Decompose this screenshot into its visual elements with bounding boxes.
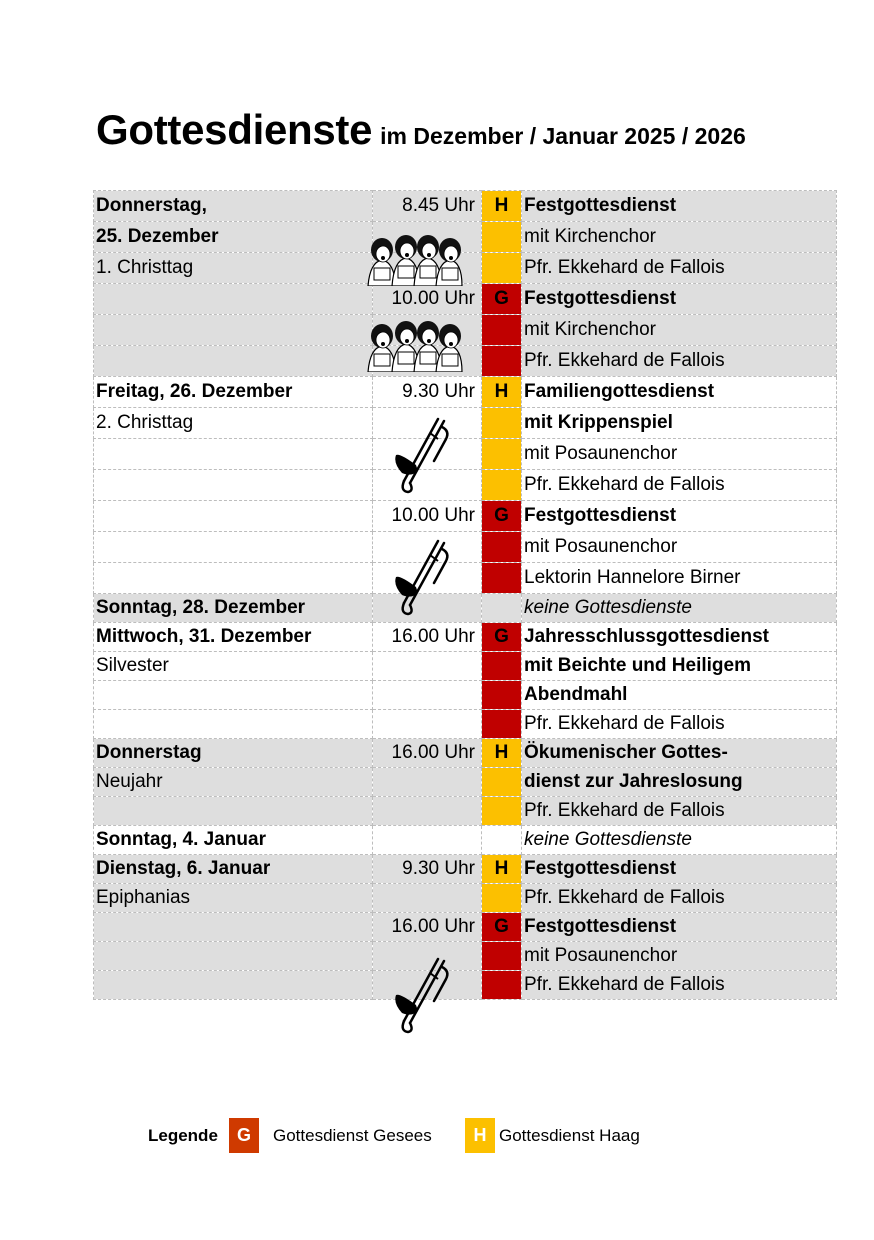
day-cell [94, 797, 373, 826]
table-row [94, 942, 837, 971]
location-badge: H [482, 191, 522, 222]
description-cell: mit Kirchenchor [522, 222, 837, 253]
legend-g-text: Gottesdienst Gesees [273, 1126, 432, 1145]
legend-h-badge: H [465, 1118, 495, 1153]
table-row [94, 408, 837, 439]
time-cell: 16.00 Uhr [373, 913, 482, 942]
day-cell [94, 971, 373, 1000]
choir-illustration-icon [366, 320, 463, 372]
description-cell: mit Beichte und Heiligem [522, 652, 837, 681]
trombone-icon [394, 955, 454, 1035]
time-cell: 9.30 Uhr [373, 377, 482, 408]
location-badge [482, 222, 522, 253]
day-cell [94, 315, 373, 346]
description-cell: Festgottesdienst [522, 855, 837, 884]
location-badge: G [482, 284, 522, 315]
description-cell: Pfr. Ekkehard de Fallois [522, 470, 837, 501]
page-title [96, 106, 746, 154]
location-badge [482, 768, 522, 797]
day-cell: 25. Dezember [94, 222, 373, 253]
table-row [94, 623, 837, 652]
day-cell: Sonntag, 28. Dezember [94, 594, 373, 623]
time-cell [373, 681, 482, 710]
table-row [94, 563, 837, 594]
location-badge [482, 253, 522, 284]
description-cell: Festgottesdienst [522, 501, 837, 532]
table-row [94, 315, 837, 346]
location-badge [482, 710, 522, 739]
time-cell [373, 652, 482, 681]
description-cell: keine Gottesdienste [522, 826, 837, 855]
table-row [94, 739, 837, 768]
description-cell: dienst zur Jahreslosung [522, 768, 837, 797]
description-cell: Jahresschlussgottesdienst [522, 623, 837, 652]
table-row [94, 797, 837, 826]
table-row [94, 768, 837, 797]
description-cell: mit Krippenspiel [522, 408, 837, 439]
day-cell [94, 470, 373, 501]
table-row [94, 710, 837, 739]
location-badge: G [482, 501, 522, 532]
legend-h-text: Gottesdienst Haag [499, 1126, 640, 1145]
time-cell: 16.00 Uhr [373, 623, 482, 652]
time-cell: 16.00 Uhr [373, 739, 482, 768]
day-cell: Freitag, 26. Dezember [94, 377, 373, 408]
trombone-icon [394, 415, 454, 495]
day-cell: Sonntag, 4. Januar [94, 826, 373, 855]
table-row [94, 532, 837, 563]
day-cell: Donnerstag, [94, 191, 373, 222]
time-cell [373, 884, 482, 913]
location-badge: G [482, 913, 522, 942]
location-badge: H [482, 739, 522, 768]
description-cell: mit Posaunenchor [522, 439, 837, 470]
table-row [94, 191, 837, 222]
time-cell: 10.00 Uhr [373, 501, 482, 532]
description-cell: mit Kirchenchor [522, 315, 837, 346]
location-badge: H [482, 377, 522, 408]
table-row [94, 594, 837, 623]
title-sub: im Dezember / Januar 2025 / 2026 [380, 123, 746, 149]
location-badge [482, 681, 522, 710]
table-row [94, 681, 837, 710]
day-cell [94, 681, 373, 710]
table-row [94, 971, 837, 1000]
day-cell: 1. Christtag [94, 253, 373, 284]
description-cell: Familiengottesdienst [522, 377, 837, 408]
description-cell: Abendmahl [522, 681, 837, 710]
location-badge [482, 942, 522, 971]
location-badge [482, 971, 522, 1000]
table-row [94, 470, 837, 501]
title-main: Gottesdienste [96, 106, 373, 153]
time-cell [373, 710, 482, 739]
location-badge [482, 439, 522, 470]
description-cell: keine Gottesdienste [522, 594, 837, 623]
description-cell: Ökumenischer Gottes- [522, 739, 837, 768]
location-badge [482, 826, 522, 855]
table-row [94, 377, 837, 408]
table-row [94, 346, 837, 377]
time-cell: 8.45 Uhr [373, 191, 482, 222]
choir-illustration-icon [366, 234, 463, 286]
description-cell: mit Posaunenchor [522, 532, 837, 563]
table-row [94, 913, 837, 942]
description-cell: Pfr. Ekkehard de Fallois [522, 346, 837, 377]
time-cell [373, 768, 482, 797]
day-cell: Mittwoch, 31. Dezember [94, 623, 373, 652]
table-row [94, 652, 837, 681]
location-badge: G [482, 623, 522, 652]
description-cell: Festgottesdienst [522, 284, 837, 315]
day-cell [94, 284, 373, 315]
day-cell [94, 563, 373, 594]
service-schedule-table [93, 190, 837, 1000]
location-badge [482, 346, 522, 377]
day-cell [94, 532, 373, 563]
time-cell [373, 826, 482, 855]
time-cell: 9.30 Uhr [373, 855, 482, 884]
day-cell: Donnerstag [94, 739, 373, 768]
description-cell: mit Posaunenchor [522, 942, 837, 971]
table-row [94, 855, 837, 884]
day-cell [94, 439, 373, 470]
day-cell: Silvester [94, 652, 373, 681]
description-cell: Festgottesdienst [522, 191, 837, 222]
location-badge [482, 884, 522, 913]
description-cell: Pfr. Ekkehard de Fallois [522, 884, 837, 913]
day-cell [94, 346, 373, 377]
table-row [94, 884, 837, 913]
day-cell: 2. Christtag [94, 408, 373, 439]
legend-label: Legende [148, 1126, 218, 1145]
location-badge [482, 532, 522, 563]
location-badge [482, 563, 522, 594]
description-cell: Lektorin Hannelore Birner [522, 563, 837, 594]
day-cell [94, 501, 373, 532]
location-badge [482, 315, 522, 346]
day-cell [94, 710, 373, 739]
description-cell: Pfr. Ekkehard de Fallois [522, 253, 837, 284]
day-cell [94, 913, 373, 942]
description-cell: Festgottesdienst [522, 913, 837, 942]
location-badge [482, 797, 522, 826]
table-row [94, 501, 837, 532]
table-row [94, 826, 837, 855]
table-row [94, 253, 837, 284]
location-badge [482, 594, 522, 623]
location-badge [482, 652, 522, 681]
table-row [94, 284, 837, 315]
table-row [94, 439, 837, 470]
time-cell: 10.00 Uhr [373, 284, 482, 315]
legend-g-badge: G [229, 1118, 259, 1153]
day-cell: Epiphanias [94, 884, 373, 913]
day-cell: Neujahr [94, 768, 373, 797]
day-cell: Dienstag, 6. Januar [94, 855, 373, 884]
description-cell: Pfr. Ekkehard de Fallois [522, 710, 837, 739]
location-badge [482, 470, 522, 501]
location-badge: H [482, 855, 522, 884]
day-cell [94, 942, 373, 971]
table-row [94, 222, 837, 253]
location-badge [482, 408, 522, 439]
description-cell: Pfr. Ekkehard de Fallois [522, 797, 837, 826]
description-cell: Pfr. Ekkehard de Fallois [522, 971, 837, 1000]
time-cell [373, 797, 482, 826]
trombone-icon [394, 537, 454, 617]
